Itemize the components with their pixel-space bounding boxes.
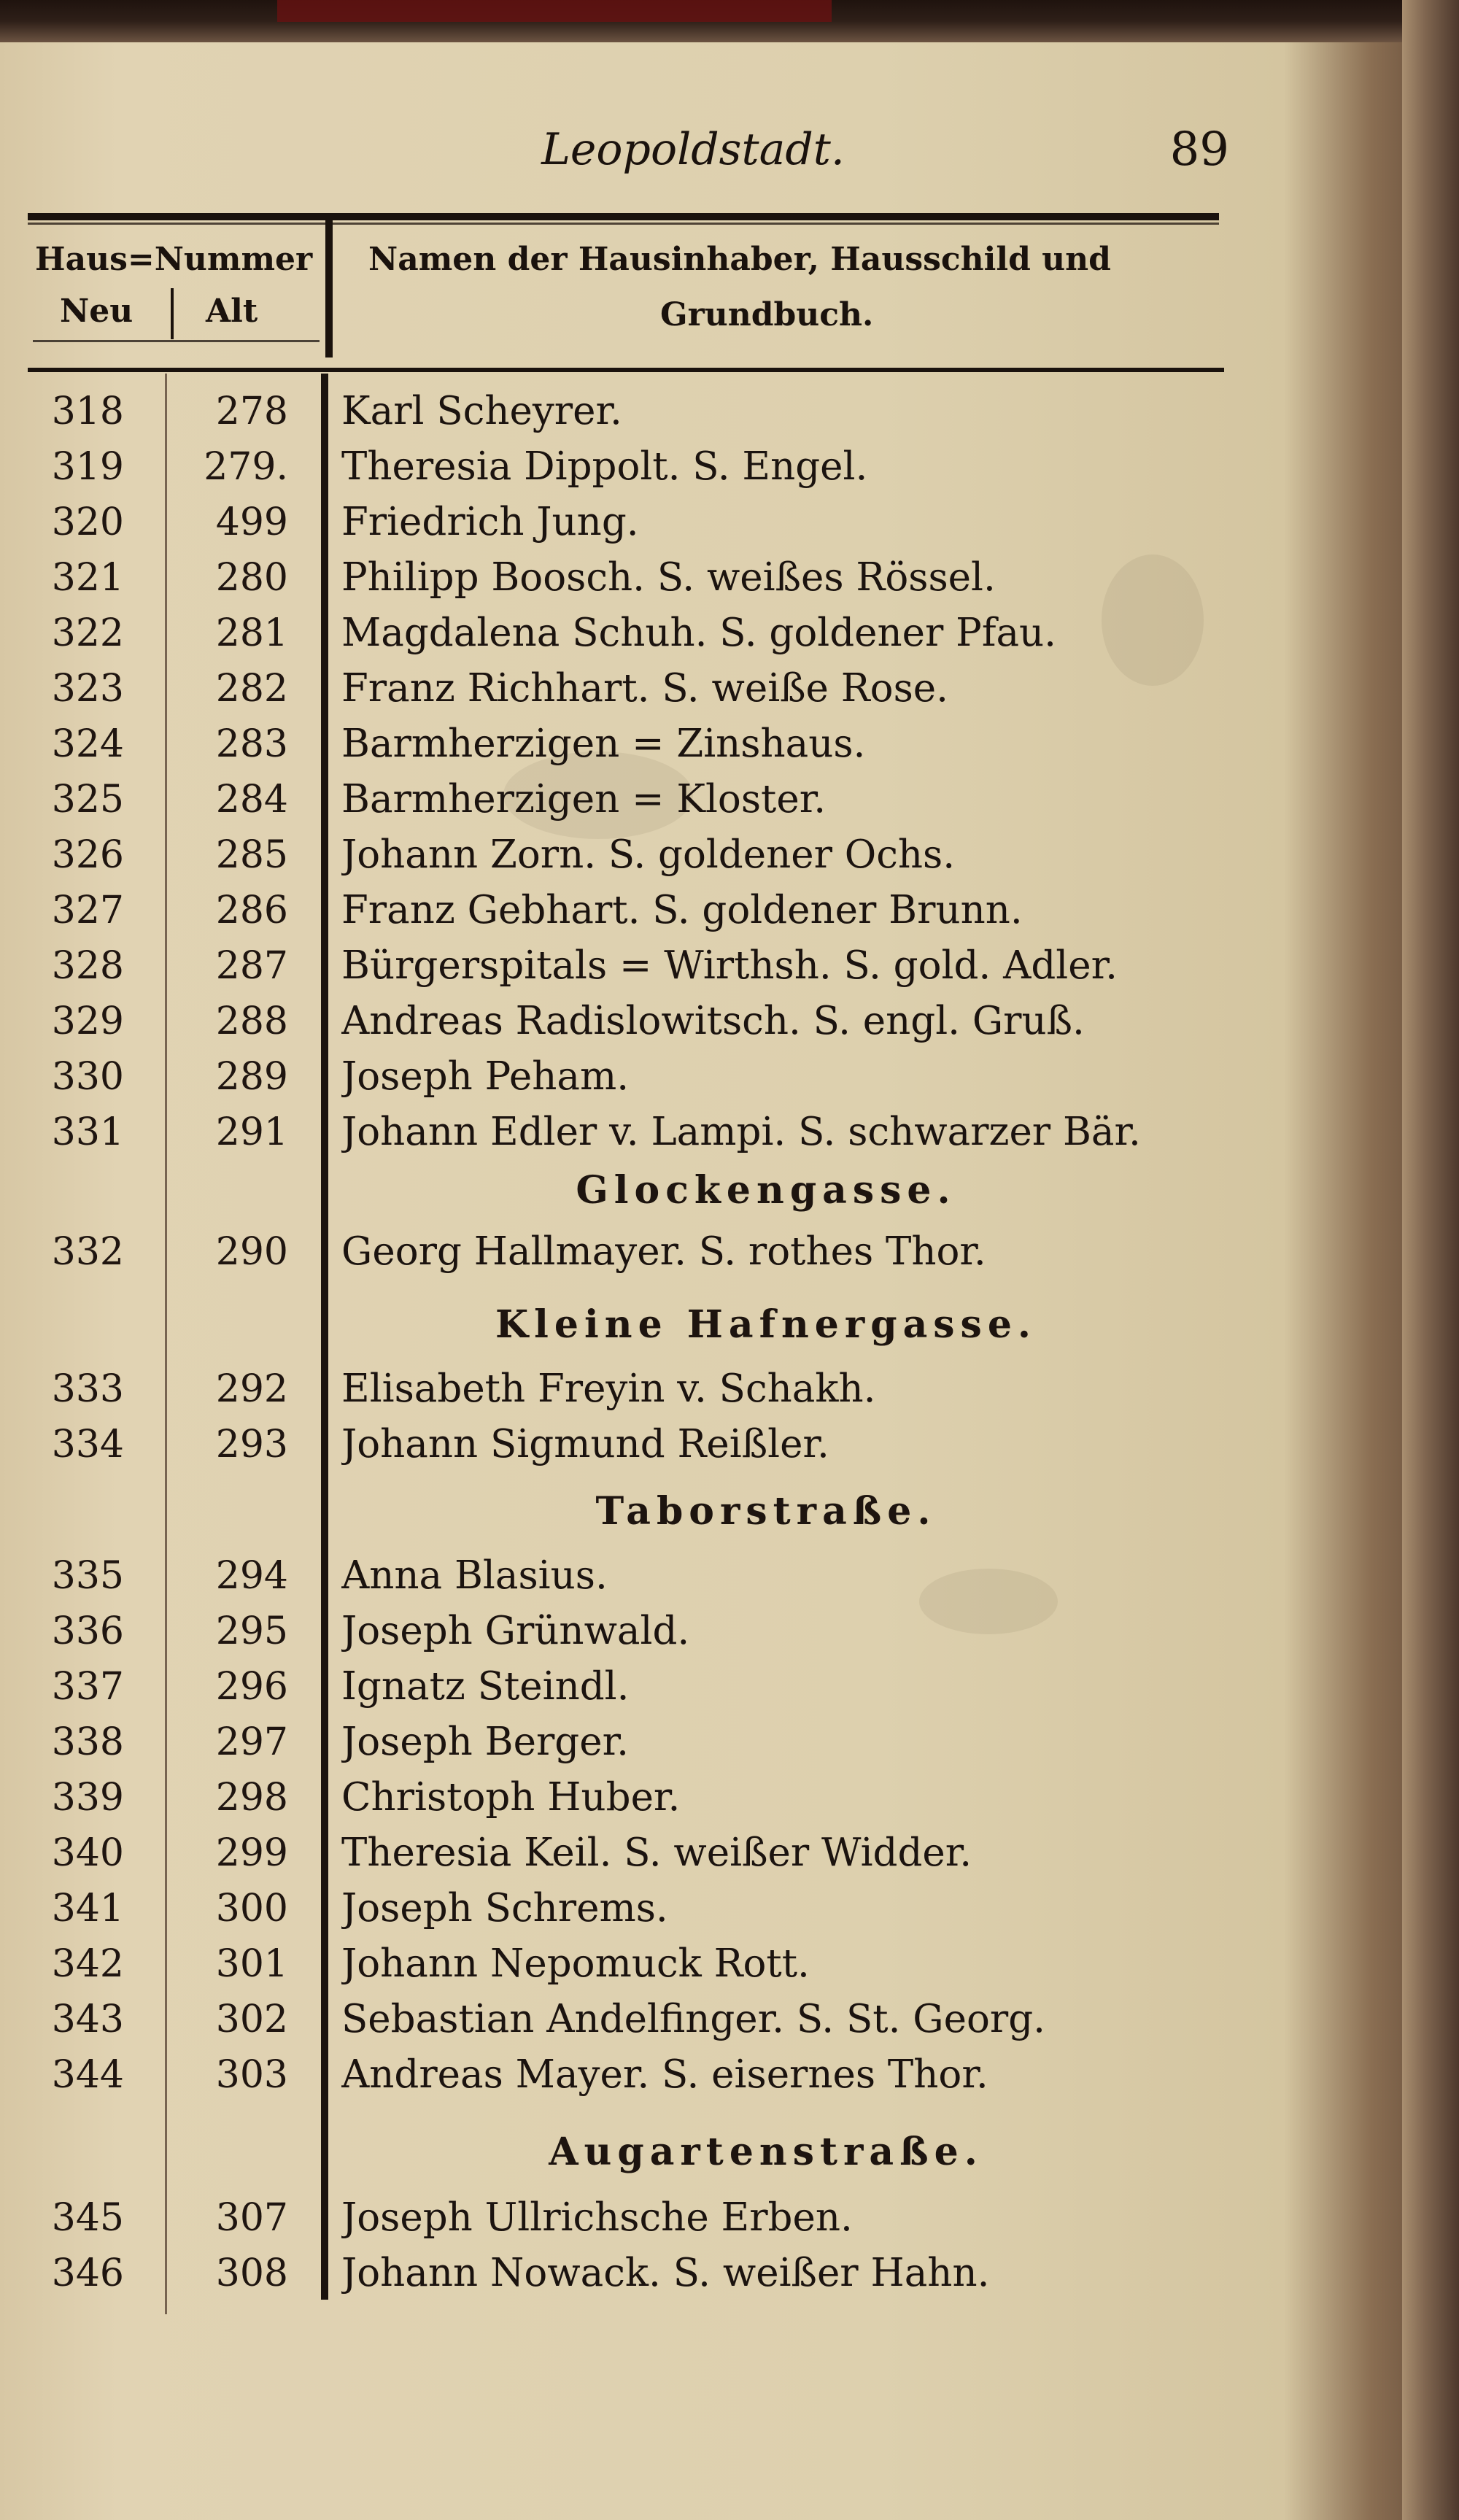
owner-name-cell: Ignatz Steindl.: [341, 1664, 630, 1709]
table-row: [0, 2192, 1284, 2244]
new-number-cell: 320: [51, 500, 124, 544]
owner-name-cell: Joseph Peham.: [341, 1054, 630, 1099]
table-row: [0, 1661, 1284, 1713]
new-number-cell: 332: [51, 1230, 124, 1274]
old-number-cell: 287: [215, 944, 288, 988]
old-number-cell: 291: [215, 1110, 288, 1154]
owner-name-cell: Elisabeth Freyin v. Schakh.: [341, 1367, 876, 1411]
new-number-cell: 338: [51, 1720, 124, 1764]
new-number-cell: 331: [51, 1110, 124, 1154]
owner-name-cell: Joseph Grünwald.: [341, 1609, 690, 1653]
owner-name-cell: Joseph Ullrichsche Erben.: [341, 2195, 853, 2240]
table-row: [0, 662, 1284, 715]
owner-name-cell: Johann Edler v. Lampi. S. schwarzer Bär.: [341, 1110, 1141, 1154]
table-row: [0, 1226, 1284, 1278]
old-number-cell: 285: [215, 833, 288, 877]
table-row: [0, 1771, 1284, 1824]
new-number-cell: 335: [51, 1554, 124, 1598]
street-heading: Taborstraße.: [595, 1489, 937, 1534]
owner-name-cell: Andreas Radislowitsch. S. engl. Gruß.: [341, 999, 1085, 1043]
old-number-cell: 282: [215, 667, 288, 711]
table-row: [0, 1051, 1284, 1103]
new-number-cell: 343: [51, 1998, 124, 2041]
old-number-cell: 308: [215, 2252, 288, 2295]
owner-name-cell: Philipp Boosch. S. weißes Rössel.: [341, 555, 996, 600]
new-number-cell: 333: [51, 1367, 124, 1411]
street-heading: Augartenstraße.: [549, 2130, 983, 2174]
table-row: [0, 2049, 1284, 2101]
new-number-cell: 324: [51, 722, 124, 766]
old-number-cell: 292: [215, 1367, 288, 1411]
table-row: [0, 441, 1284, 493]
top-table-rule-fine: [28, 223, 1219, 225]
table-row: [0, 496, 1284, 549]
new-number-cell: 327: [51, 889, 124, 932]
old-number-cell: 295: [215, 1609, 288, 1653]
table-row: [0, 1106, 1284, 1159]
house-number-heading: Haus=Nummer: [35, 241, 313, 278]
owner-name-cell: Joseph Berger.: [341, 1720, 629, 1764]
old-number-cell: 284: [215, 778, 288, 822]
new-number-cell: 318: [51, 390, 124, 433]
table-row: [0, 1550, 1284, 1602]
new-number-cell: 328: [51, 944, 124, 988]
owner-name-cell: Franz Richhart. S. weiße Rose.: [341, 666, 948, 711]
owner-name-cell: Georg Hallmayer. S. rothes Thor.: [341, 1229, 986, 1274]
table-row: [0, 1993, 1284, 2046]
owner-name-cell: Theresia Dippolt. S. Engel.: [341, 444, 868, 489]
old-number-cell: 303: [215, 2053, 288, 2097]
owner-name-cell: Johann Nowack. S. weißer Hahn.: [341, 2251, 990, 2295]
owner-name-cell: Bürgerspitals = Wirthsh. S. gold. Adler.: [341, 943, 1118, 988]
table-row: [0, 1418, 1284, 1471]
owner-name-cell: Joseph Schrems.: [341, 1886, 668, 1930]
old-number-cell: 288: [215, 1000, 288, 1043]
new-number-cell: 339: [51, 1776, 124, 1820]
new-number-cell: 329: [51, 1000, 124, 1043]
table-row: [0, 1827, 1284, 1879]
owner-name-cell: Christoph Huber.: [341, 1775, 681, 1820]
new-number-cell: 340: [51, 1831, 124, 1875]
new-number-cell: 346: [51, 2252, 124, 2295]
table-row: [0, 884, 1284, 937]
street-heading: Glockengasse.: [576, 1168, 956, 1213]
running-head: Leopoldstadt.: [541, 124, 845, 175]
new-number-cell: 323: [51, 667, 124, 711]
names-heading-line-1: Namen der Hausinhaber, Hausschild und: [368, 241, 1111, 278]
names-heading-line-2: Grundbuch.: [660, 296, 874, 333]
old-number-cell: 296: [215, 1665, 288, 1709]
new-number-cell: 325: [51, 778, 124, 822]
new-number-cell: 322: [51, 611, 124, 655]
new-number-cell: 341: [51, 1887, 124, 1930]
table-row: [0, 995, 1284, 1048]
owner-name-cell: Barmherzigen = Kloster.: [341, 777, 827, 822]
old-number-cell: 290: [215, 1230, 288, 1274]
owner-name-cell: Barmherzigen = Zinshaus.: [341, 722, 866, 766]
new-number-cell: 319: [51, 445, 124, 489]
old-number-cell: 278: [215, 390, 288, 433]
header-bottom-rule: [28, 368, 1224, 372]
owner-name-cell: Andreas Mayer. S. eisernes Thor.: [341, 2052, 988, 2097]
new-number-cell: 326: [51, 833, 124, 877]
new-number-cell: 342: [51, 1942, 124, 1986]
table-row: [0, 1882, 1284, 1935]
old-number-cell: 283: [215, 722, 288, 766]
page-number: 89: [1169, 123, 1229, 177]
new-number-cell: 321: [51, 556, 124, 600]
table-row: [0, 1716, 1284, 1769]
owner-name-cell: Sebastian Andelfinger. S. St. Georg.: [341, 1997, 1045, 2041]
table-row: [0, 385, 1284, 438]
table-row: [0, 1363, 1284, 1415]
old-number-cell: 279.: [204, 445, 288, 489]
owner-name-cell: Anna Blasius.: [341, 1553, 608, 1598]
old-number-cell: 298: [215, 1776, 288, 1820]
owner-name-cell: Johann Zorn. S. goldener Ochs.: [341, 832, 956, 877]
old-number-cell: 289: [215, 1055, 288, 1099]
page-binding-edge: [1402, 0, 1459, 2520]
old-number-cell: 307: [215, 2196, 288, 2240]
street-heading: Kleine Hafnergasse.: [495, 1302, 1037, 1347]
owner-name-cell: Franz Gebhart. S. goldener Brunn.: [341, 888, 1023, 932]
new-number-heading: Neu: [60, 293, 133, 330]
old-number-heading: Alt: [206, 293, 258, 330]
table-row: [0, 2247, 1284, 2300]
table-row: [0, 1938, 1284, 1990]
new-number-cell: 344: [51, 2053, 124, 2097]
header-underline: [33, 340, 320, 342]
new-number-cell: 336: [51, 1609, 124, 1653]
table-row: [0, 1605, 1284, 1658]
old-number-cell: 280: [215, 556, 288, 600]
owner-name-cell: Karl Scheyrer.: [341, 389, 622, 433]
old-number-cell: 302: [215, 1998, 288, 2041]
new-number-cell: 334: [51, 1423, 124, 1466]
old-number-cell: 499: [215, 500, 288, 544]
owner-name-cell: Theresia Keil. S. weißer Widder.: [341, 1831, 972, 1875]
new-number-cell: 345: [51, 2196, 124, 2240]
top-table-rule: [28, 213, 1219, 220]
owner-name-cell: Johann Nepomuck Rott.: [341, 1941, 810, 1986]
old-number-cell: 299: [215, 1831, 288, 1875]
old-number-cell: 294: [215, 1554, 288, 1598]
number-column-divider: [171, 288, 174, 339]
old-number-cell: 300: [215, 1887, 288, 1930]
new-number-cell: 330: [51, 1055, 124, 1099]
old-number-cell: 281: [215, 611, 288, 655]
old-number-cell: 297: [215, 1720, 288, 1764]
owner-name-cell: Friedrich Jung.: [341, 500, 639, 544]
header-vertical-rule: [325, 219, 333, 357]
table-row: [0, 718, 1284, 770]
table-row: [0, 552, 1284, 604]
table-row: [0, 829, 1284, 881]
red-book-edge: [277, 0, 832, 22]
table-row: [0, 607, 1284, 660]
table-row: [0, 940, 1284, 992]
new-number-cell: 337: [51, 1665, 124, 1709]
old-number-cell: 301: [215, 1942, 288, 1986]
table-row: [0, 773, 1284, 826]
old-number-cell: 286: [215, 889, 288, 932]
old-number-cell: 293: [215, 1423, 288, 1466]
owner-name-cell: Johann Sigmund Reißler.: [341, 1422, 829, 1466]
owner-name-cell: Magdalena Schuh. S. goldener Pfau.: [341, 611, 1057, 655]
